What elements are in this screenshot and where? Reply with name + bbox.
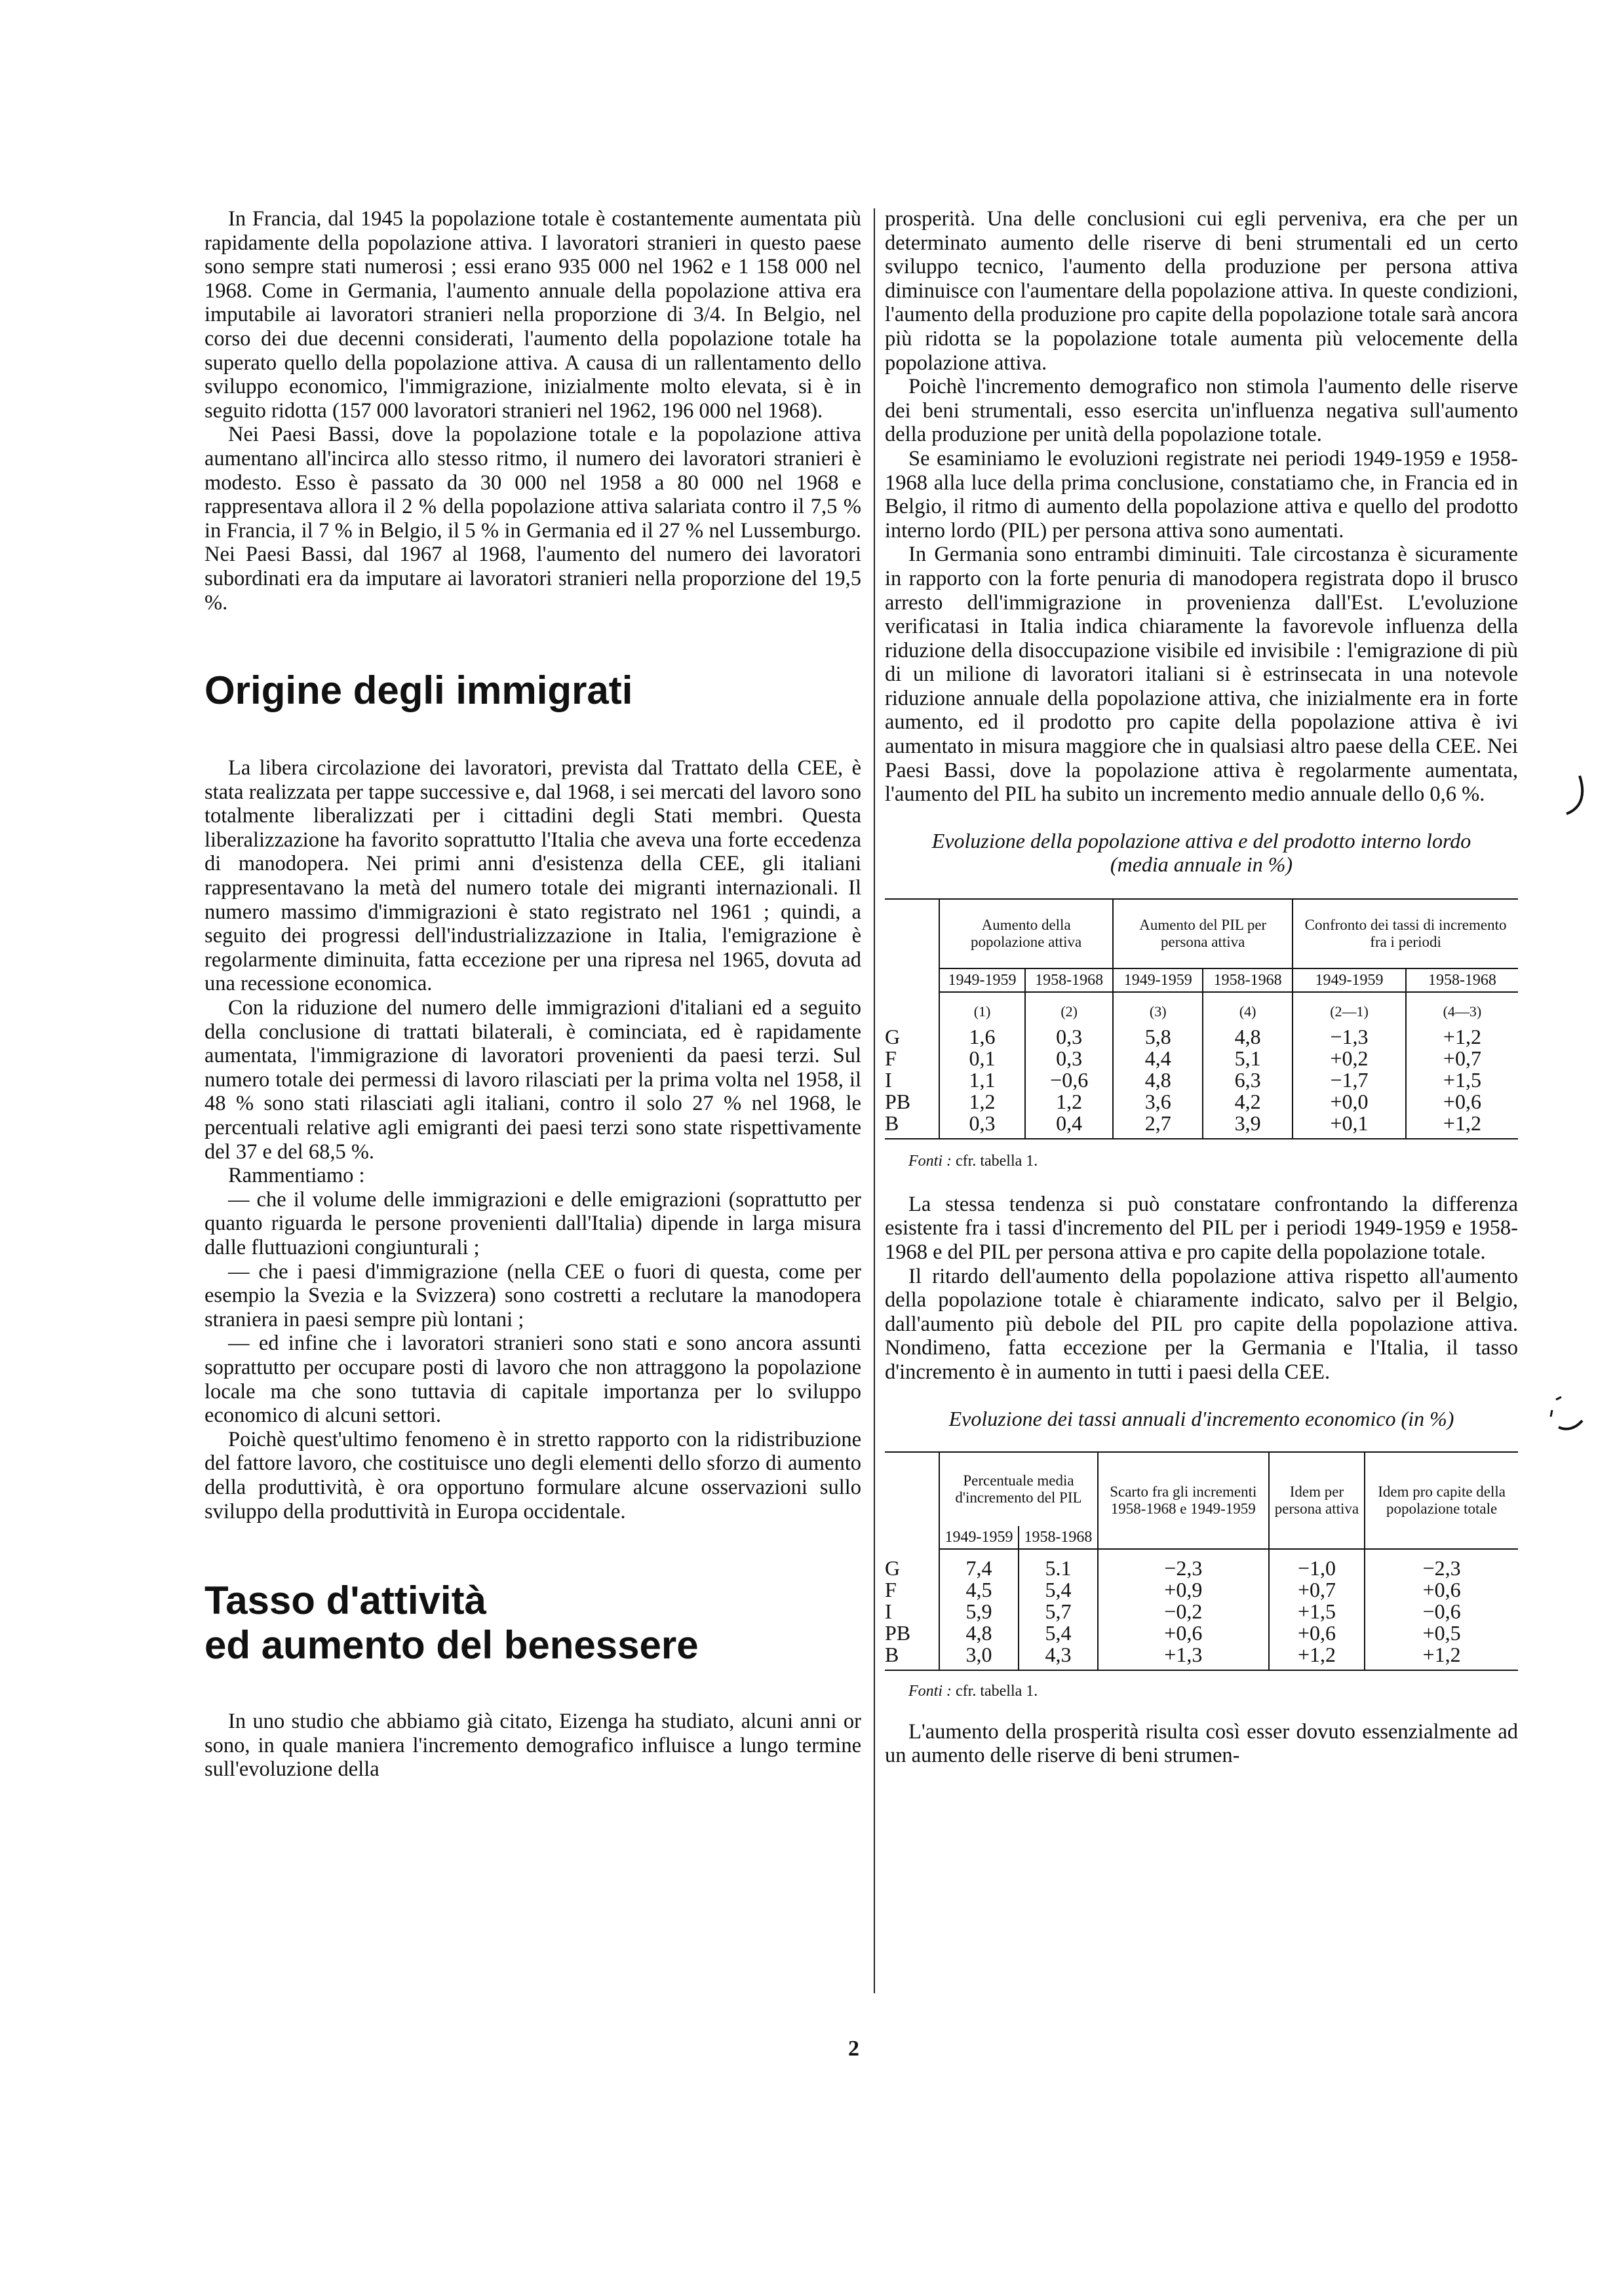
header-cell: Confronto dei tassi di incremento fra i periodi bbox=[1293, 899, 1518, 968]
column-divider bbox=[874, 208, 875, 1993]
table-cell: +0,6 bbox=[1406, 1091, 1518, 1113]
period-label: 1949-1959 bbox=[1293, 968, 1406, 992]
column-number: (4) bbox=[1203, 992, 1293, 1026]
column-number: (3) bbox=[1113, 992, 1203, 1026]
country-label: PB bbox=[885, 1620, 911, 1645]
table-cell: 4,2 bbox=[1203, 1091, 1293, 1113]
header-cell bbox=[885, 1526, 939, 1549]
paragraph: Rammentiamo : bbox=[228, 1164, 365, 1188]
table-cell: +0,6 bbox=[1365, 1579, 1518, 1601]
table-cell: 5,8 bbox=[1113, 1026, 1203, 1048]
country-label: PB bbox=[885, 1089, 911, 1113]
table-row bbox=[885, 1026, 1518, 1048]
paragraph: La stessa tendenza si può constatare confrontando la differenza esistente fra i tassi d'incremento del PIL per i periodi 1949-1959 e 1958-1968 e del PIL per persona attiva e pro capite della popolazione totale. bbox=[885, 1192, 1518, 1265]
column-number: (4—3) bbox=[1406, 992, 1518, 1026]
table-cell: 5,1 bbox=[1203, 1048, 1293, 1069]
table-row bbox=[885, 1113, 1518, 1139]
table-cell: −1,0 bbox=[1269, 1558, 1365, 1579]
table-cell: 6,3 bbox=[1203, 1069, 1293, 1091]
list-item: — ed infine che i lavoratori stranieri sono stati e sono ancora assunti soprattutto per occupare posti di lavoro che non attraggono la popolazione locale ma che sono tuttavia di capitale importanza per lo sviluppo economico di alcuni settori. bbox=[204, 1331, 861, 1428]
table-economic-growth bbox=[885, 1451, 1518, 1671]
country-label: B bbox=[885, 1644, 939, 1670]
section-heading bbox=[204, 1578, 861, 1668]
period-label: 1949-1959 bbox=[939, 968, 1025, 992]
paragraph: Poichè l'incremento demografico non stimola l'aumento delle riserve dei beni strumentali, esso esercita un'influenza negativa sull'aumento della produzione per unità della popolazione totale. bbox=[885, 375, 1518, 447]
table-cell: 4,5 bbox=[939, 1579, 1019, 1601]
table-cell: −0,6 bbox=[1025, 1069, 1113, 1091]
country-label: B bbox=[885, 1113, 939, 1139]
column-number: (2) bbox=[1025, 992, 1113, 1026]
header-cell bbox=[885, 968, 939, 992]
table-column-number-row bbox=[885, 992, 1518, 1026]
table-cell: +0,0 bbox=[1293, 1091, 1406, 1113]
source-text: cfr. tabella 1. bbox=[956, 1152, 1038, 1170]
paragraph: prosperità. Una delle conclusioni cui egli perveniva, era che per un determinato aumento delle riserve di beni strumentali ed un certo sviluppo tecnico, l'aumento della produzione per persona attiva diminuisce con l'aumentare della popolazione attiva. In queste condizioni, l'aumento della produzione pro capite della popolazione totale sarà ancora più ridotta se la popolazione totale aumenta più velocemente della popolazione attiva. bbox=[885, 207, 1518, 375]
table-population-pil bbox=[885, 898, 1518, 1139]
table-cell: +1,5 bbox=[1269, 1601, 1365, 1622]
table-row bbox=[885, 1644, 1518, 1670]
country-label: I bbox=[885, 1599, 892, 1623]
period-label: 1958-1968 bbox=[1019, 1526, 1098, 1549]
paragraph: Il ritardo dell'aumento della popolazione attiva rispetto all'aumento della popolazione totale è chiaramente indicato, salvo per il Belgio, dall'aumento più debole del PIL pro capite della popolazione attiva. Nondimeno, fatta eccezione per la Germania e l'Italia, il tasso d'incremento è in aumento in tutti i paesi della CEE. bbox=[885, 1264, 1518, 1384]
country-label: F bbox=[885, 1046, 897, 1070]
period-label: 1949-1959 bbox=[1113, 968, 1203, 992]
header-cell: Scarto fra gli incrementi 1958-1968 e 1949-1959 bbox=[1098, 1452, 1269, 1549]
source-label: Fonti : bbox=[908, 1152, 952, 1170]
table-cell: −0,6 bbox=[1365, 1601, 1518, 1622]
header-cell: Idem pro capite della popolazione totale bbox=[1365, 1452, 1518, 1549]
table-cell: +0,7 bbox=[1269, 1579, 1365, 1601]
table-cell: +1,2 bbox=[1365, 1644, 1518, 1670]
table-cell: +1,2 bbox=[1406, 1026, 1518, 1048]
table-row bbox=[885, 1601, 1518, 1622]
table-row bbox=[885, 1091, 1518, 1113]
table-row bbox=[885, 1622, 1518, 1644]
table-row bbox=[885, 1069, 1518, 1091]
header-cell: Idem per persona attiva bbox=[1269, 1452, 1365, 1549]
country-label: G bbox=[885, 1024, 901, 1048]
paragraph: In uno studio che abbiamo già citato, Eizenga ha studiato, alcuni anni or sono, in quale maniera l'incremento demografico influisce a lungo termine sull'evoluzione della bbox=[204, 1710, 861, 1782]
column-number: (2—1) bbox=[1293, 992, 1406, 1026]
table-cell: 5,4 bbox=[1019, 1579, 1098, 1601]
page-number: 2 bbox=[848, 2037, 859, 2061]
table-caption: Evoluzione dei tassi annuali d'incremento economico (in %) bbox=[948, 1406, 1454, 1430]
country-label: F bbox=[885, 1577, 897, 1601]
table-cell: 4,3 bbox=[1019, 1644, 1098, 1670]
table-cell: 4,4 bbox=[1113, 1048, 1203, 1069]
table-header-row bbox=[885, 899, 1518, 968]
country-label: I bbox=[885, 1067, 892, 1092]
margin-mark bbox=[1547, 1396, 1586, 1442]
table-cell: 1,6 bbox=[939, 1026, 1025, 1048]
column-number: (1) bbox=[939, 992, 1025, 1026]
table-cell: 4,8 bbox=[1113, 1069, 1203, 1091]
table-cell: 0,3 bbox=[1025, 1026, 1113, 1048]
table-header-row bbox=[885, 1452, 1518, 1526]
table-cell: +0,6 bbox=[1098, 1622, 1269, 1644]
table-period-row bbox=[885, 968, 1518, 992]
margin-mark bbox=[1563, 773, 1589, 819]
header-cell: Aumento del PIL per persona attiva bbox=[1113, 899, 1293, 968]
table-cell: 0,3 bbox=[939, 1113, 1025, 1139]
table-source bbox=[908, 1683, 1518, 1700]
country-label: G bbox=[885, 1556, 901, 1580]
header-cell bbox=[885, 1452, 939, 1526]
source-text: cfr. tabella 1. bbox=[956, 1682, 1038, 1700]
right-column bbox=[885, 207, 1518, 1768]
header-cell: Aumento della popolazione attiva bbox=[939, 899, 1113, 968]
table-cell: +1,3 bbox=[1098, 1644, 1269, 1670]
section-heading-line: ed aumento del benessere bbox=[204, 1623, 699, 1668]
table-cell: 5,4 bbox=[1019, 1622, 1098, 1644]
table-cell: 4,8 bbox=[939, 1622, 1019, 1644]
paragraph: L'aumento della prosperità risulta così esser dovuto essenzialmente ad un aumento delle riserve di beni strumen- bbox=[885, 1719, 1518, 1768]
table-cell: −0,2 bbox=[1098, 1601, 1269, 1622]
paragraph: Con la riduzione del numero delle immigrazioni d'italiani ed a seguito della conclusione di trattati bilaterali, è cominciata, ed è rapidamente aumentata, l'immigrazione di lavoratori provenienti da paesi terzi. Sul numero totale dei permessi di lavoro rilasciati per la prima volta nel 1958, il 48 % sono stati rilasciati agli italiani, contro il solo 27 % nel 1968, le percentuali relative agli emigranti dei paesi terzi sono state rispettivamente del 37 e del 68,5 %. bbox=[204, 996, 861, 1164]
table-cell: 5,7 bbox=[1019, 1601, 1098, 1622]
table-cell: +0,6 bbox=[1269, 1622, 1365, 1644]
source-label: Fonti : bbox=[908, 1682, 952, 1700]
header-cell: Percentuale media d'incremento del PIL bbox=[939, 1452, 1098, 1526]
table-cell: −1,7 bbox=[1293, 1069, 1406, 1091]
header-cell bbox=[885, 899, 939, 968]
period-label: 1958-1968 bbox=[1406, 968, 1518, 992]
paragraph: Se esaminiamo le evoluzioni registrate nei periodi 1949-1959 e 1958-1968 alla luce della prima conclusione, constatiamo che, in Francia ed in Belgio, il ritmo di aumento della popolazione attiva e quello del prodotto interno lordo (PIL) per persona attiva sono aumentati. bbox=[885, 446, 1518, 543]
table-cell: 1,1 bbox=[939, 1069, 1025, 1091]
table-cell: 0,4 bbox=[1025, 1113, 1113, 1139]
table-cell: +0,7 bbox=[1406, 1048, 1518, 1069]
list-item: — che i paesi d'immigrazione (nella CEE o fuori di questa, come per esempio la Svezia e la Svizzera) sono costretti a reclutare la manodopera straniera in paesi sempre più lontani ; bbox=[204, 1259, 861, 1331]
table-row bbox=[885, 1579, 1518, 1601]
table-cell: −1,3 bbox=[1293, 1026, 1406, 1048]
paragraph: In Germania sono entrambi diminuiti. Tale circostanza è sicuramente in rapporto con la forte penuria di manodopera registrata dopo il brusco arresto dell'immigrazione in provenienza dall'Est. L'evoluzione verificatasi in Italia indica chiaramente la favorevole influenza della riduzione della disoccupazione visibile ed invisibile : l'emigrazione di più di un milione di lavoratori italiani si è estrinsecata in una notevole riduzione annuale della popolazione attiva, che inizialmente era in forte aumento, ed il prodotto pro capite della popolazione attiva è ivi aumentato in misura maggiore che in qualsiasi altro paese della CEE. Nei Paesi Bassi, dove la popolazione attiva è regolarmente aumentata, l'aumento del PIL ha subito un incremento medio annuale dello 0,6 %. bbox=[885, 543, 1518, 807]
table-source bbox=[908, 1153, 1518, 1170]
period-label: 1949-1959 bbox=[939, 1526, 1019, 1549]
table-cell: +1,5 bbox=[1406, 1069, 1518, 1091]
table-cell: +1,2 bbox=[1269, 1644, 1365, 1670]
table-row bbox=[885, 1048, 1518, 1069]
table-cell: 1,2 bbox=[939, 1091, 1025, 1113]
period-label: 1958-1968 bbox=[1203, 968, 1293, 992]
table-cell: +0,9 bbox=[1098, 1579, 1269, 1601]
paragraph: Poichè quest'ultimo fenomeno è in stretto rapporto con la ridistribuzione del fattore lavoro, che costituisce uno degli elementi dello sforzo di aumento della produttività, è ora opportuno formulare alcune osservazioni sullo sviluppo della produttività in Europa occidentale. bbox=[204, 1427, 861, 1523]
table-cell: 2,7 bbox=[1113, 1113, 1203, 1139]
table-cell: −2,3 bbox=[1098, 1558, 1269, 1579]
table-row bbox=[885, 1558, 1518, 1579]
left-column bbox=[204, 207, 861, 1782]
table-cell: +0,1 bbox=[1293, 1113, 1406, 1139]
section-heading-line: Tasso d'attività bbox=[204, 1578, 486, 1623]
table-cell: 0,3 bbox=[1025, 1048, 1113, 1069]
table-cell: 7,4 bbox=[939, 1558, 1019, 1579]
paragraph: La libera circolazione dei lavoratori, prevista dal Trattato della CEE, è stata realizzata per tappe successive e, dal 1968, i sei mercati del lavoro sono totalmente liberalizzati per i cittadini degli Stati membri. Questa liberalizzazione ha favorito soprattutto l'Italia che aveva una forte eccedenza di manodopera. Nei primi anni d'esistenza della CEE, gli italiani rappresentavano la metà del numero totale dei migranti internazionali. Il numero massimo d'immigrazioni è stato registrato nel 1961 ; quindi, a seguito dei progressi dell'industrializzazione in Italia, l'emigrazione è regolarmente diminuita, fatta eccezione per una ripresa nel 1965, dovuta ad una recessione economica. bbox=[204, 756, 861, 996]
table-cell: 3,0 bbox=[939, 1644, 1019, 1670]
table-cell: +0,2 bbox=[1293, 1048, 1406, 1069]
table-cell: −2,3 bbox=[1365, 1558, 1518, 1579]
list-item: — che il volume delle immigrazioni e delle emigrazioni (soprattutto per quanto riguarda le persone provenienti dall'Italia) dipende in larga misura dalle fluttuazioni congiunturali ; bbox=[204, 1187, 861, 1259]
table-cell: +1,2 bbox=[1406, 1113, 1518, 1139]
section-heading: Origine degli immigrati bbox=[204, 668, 633, 713]
table-caption: Evoluzione della popolazione attiva e del prodotto interno lordo (media annuale in %) bbox=[931, 828, 1471, 876]
paragraph: In Francia, dal 1945 la popolazione totale è costantemente aumentata più rapidamente della popolazione attiva. I lavoratori stranieri in questo paese sono sempre stati numerosi ; essi erano 935 000 nel 1962 e 1 158 000 nel 1968. Come in Germania, l'aumento annuale della popolazione attiva era imputabile ai lavoratori stranieri nella proporzione di 3/4. In Belgio, nel corso dei due decenni considerati, l'aumento della popolazione totale ha superato quello della popolazione attiva. A causa di un rallentamento dello sviluppo economico, l'immigrazione, inizialmente molto elevata, si è in seguito ridotta (157 000 lavoratori stranieri nel 1962, 196 000 nel 1968). bbox=[204, 207, 861, 423]
table-cell: 3,9 bbox=[1203, 1113, 1293, 1139]
table-cell: 5,9 bbox=[939, 1601, 1019, 1622]
table-cell: 4,8 bbox=[1203, 1026, 1293, 1048]
table-cell: 5.1 bbox=[1019, 1558, 1098, 1579]
paragraph: Nei Paesi Bassi, dove la popolazione totale e la popolazione attiva aumentano all'incirca allo stesso ritmo, il numero dei lavoratori stranieri è modesto. Esso è passato da 30 000 nel 1958 a 80 000 nel 1968 e rappresentava allora il 2 % della popolazione attiva salariata contro il 7,5 % in Francia, il 7 % in Belgio, il 5 % in Germania ed il 27 % nel Lussemburgo. Nei Paesi Bassi, dal 1967 al 1968, l'aumento del numero dei lavoratori subordinati era da imputare ai lavoratori stranieri nella proporzione del 19,5 %. bbox=[204, 423, 861, 615]
table-cell: 1,2 bbox=[1025, 1091, 1113, 1113]
table-cell: 0,1 bbox=[939, 1048, 1025, 1069]
period-label: 1958-1968 bbox=[1025, 968, 1113, 992]
table-cell: +0,5 bbox=[1365, 1622, 1518, 1644]
table-cell: 3,6 bbox=[1113, 1091, 1203, 1113]
table-cell bbox=[885, 992, 939, 1026]
